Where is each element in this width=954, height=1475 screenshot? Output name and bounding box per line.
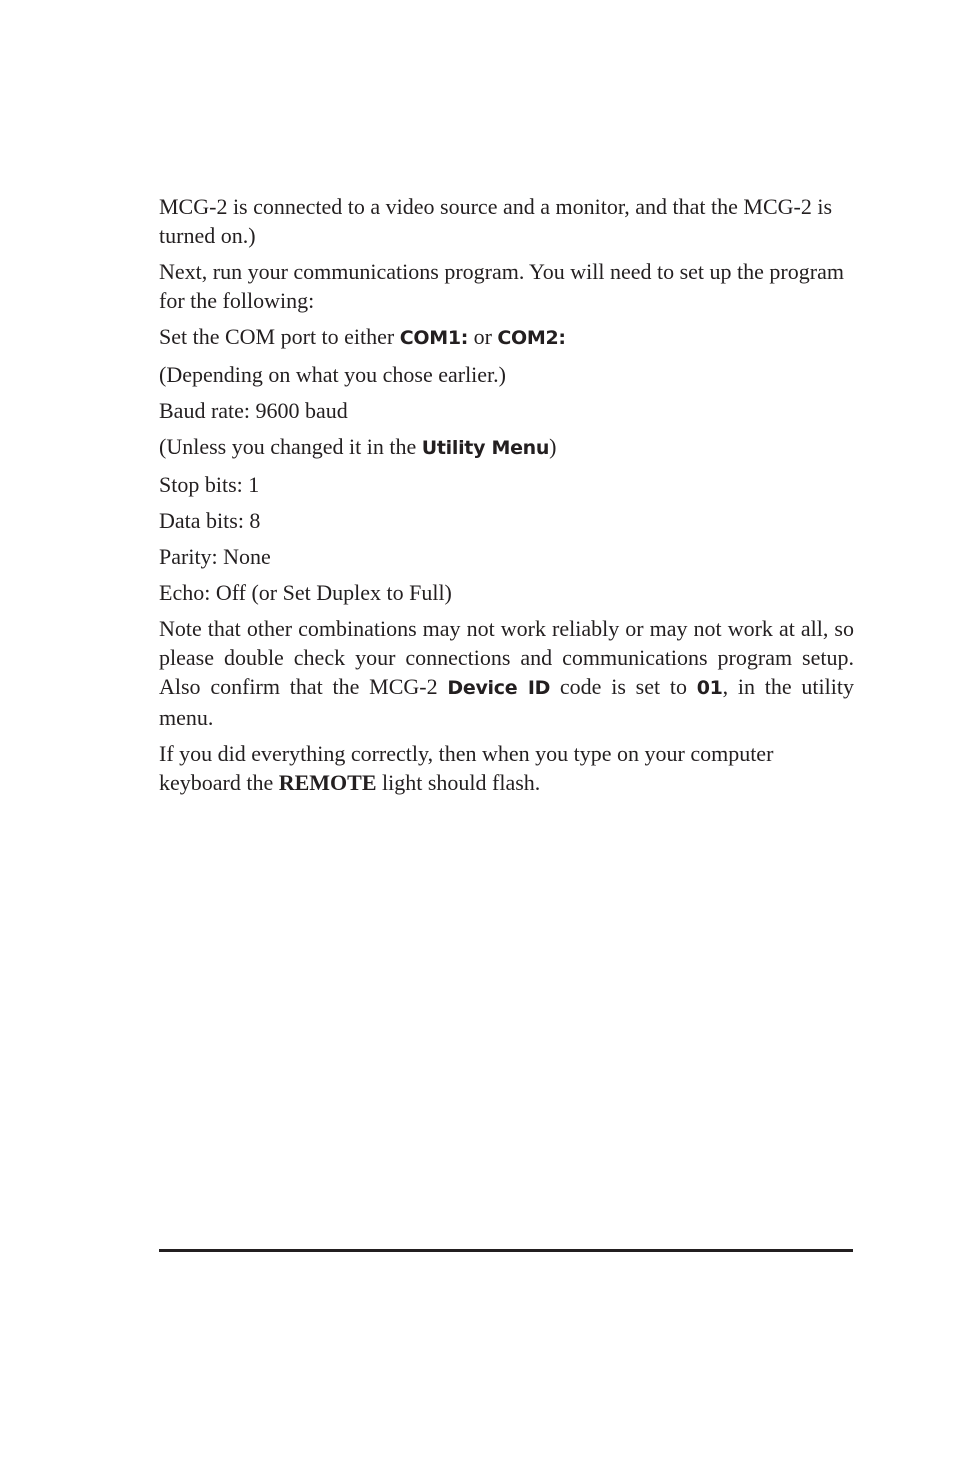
combinations-note-mid: code is set to [550, 674, 697, 699]
footer-rule [159, 1249, 853, 1252]
com-port-prefix: Set the COM port to either [159, 324, 400, 349]
run-program-text: Next, run your communications program. You will need to set up the program for the following: [159, 259, 844, 313]
setting-depending-note [159, 360, 854, 389]
baud-rate-text: Baud rate: 9600 baud [159, 398, 348, 423]
document-body [159, 192, 854, 804]
setting-com-port [159, 322, 854, 353]
final-check-prefix: If you did everything correctly, then when you type on your computer keyboard the [159, 741, 774, 795]
data-bits-text: Data bits: 8 [159, 508, 261, 533]
utility-note-suffix: ) [549, 434, 557, 459]
setting-data-bits [159, 506, 854, 535]
device-id-value: 01 [696, 677, 723, 699]
combinations-note-suffix: , in the utility menu. [159, 674, 854, 730]
com1-label: COM1: [399, 327, 469, 349]
final-check-suffix: light should flash. [376, 770, 541, 795]
combinations-note-prefix: Note that other combinations may not work reliably or may not work at all, so please double check your connections and communications program setup. Also confirm that the MCG-2 [159, 616, 854, 699]
remote-light-label: REMOTE [278, 770, 377, 795]
device-id-label: Device ID [447, 677, 551, 699]
setting-stop-bits [159, 470, 854, 499]
paragraph-connection-note [159, 192, 854, 250]
paragraph-run-program [159, 257, 854, 315]
parity-text: Parity: None [159, 544, 271, 569]
echo-text: Echo: Off (or Set Duplex to Full) [159, 580, 452, 605]
utility-note-prefix: (Unless you changed it in the [159, 434, 422, 459]
utility-menu-label: Utility Menu [421, 437, 550, 459]
connection-note-text: MCG-2 is connected to a video source and a monitor, and that the MCG-2 is turned on.) [159, 194, 833, 248]
setting-utility-note [159, 432, 854, 463]
setting-parity [159, 542, 854, 571]
paragraph-combinations-note [159, 614, 854, 732]
paragraph-final-check [159, 739, 854, 797]
depending-note-text: (Depending on what you chose earlier.) [159, 362, 506, 387]
com2-label: COM2: [497, 327, 566, 349]
setting-echo [159, 578, 854, 607]
stop-bits-text: Stop bits: 1 [159, 472, 260, 497]
setting-baud-rate [159, 396, 854, 425]
com-or-text: or [468, 324, 498, 349]
